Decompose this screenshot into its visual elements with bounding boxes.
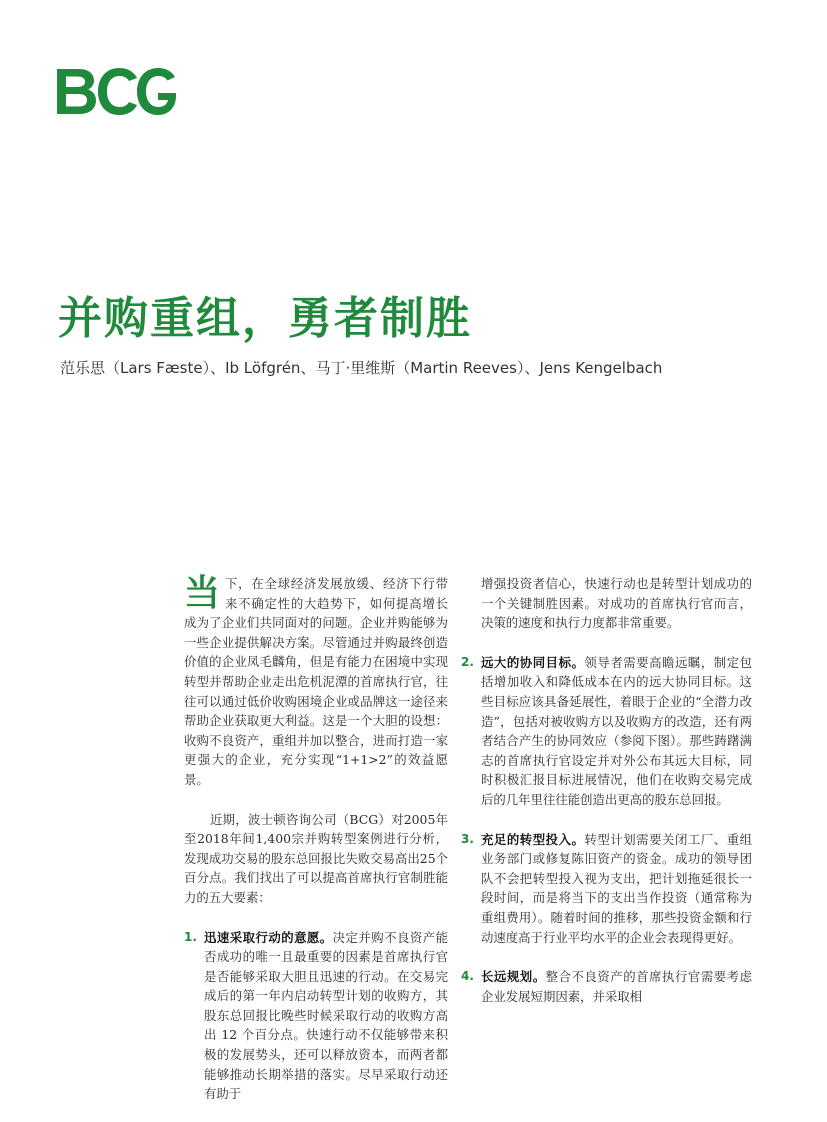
item-title: 充足的转型投入。 [481,831,585,847]
item-title: 远大的协同目标。 [481,654,585,670]
list-number: 2. [461,654,474,669]
list-item [184,928,448,1104]
item-text: 决定并购不良资产能否成功的唯一且最重要的因素是首席执行官是否能够采取大胆且迅速的行动。在交易完成后的第一年内启动转型计划的收购方，其股东总回报比晚些时候采取行动的收购方高出 12 个百分点。快速行动不仅能够带来积极的发展势头，还可以释放资本，而两者都能够推动长期举措的落实。尽早采取行动还有助于 [204,929,448,1102]
item-text: 整合不良资产的首席执行官需要考虑企业发展短期因素，并采取相 [481,969,753,1004]
study-paragraph: 近期，波士顿咨询公司（BCG）对2005年至2018年间1,400宗并购转型案例进行分析，发现成功交易的股东总回报比失败交易高出25个百分点。我们找出了可以提高首席执行官制胜能力的五大要素： [184,811,448,905]
item-title: 迅速采取行动的意愿。 [204,929,333,945]
drop-cap: 当 [184,572,221,614]
authors-line: 范乐思（Lars Fæste）、Ib Löfgrén、马丁·里维斯（Martin Reeves）、Jens Kengelbach [60,359,663,377]
intro-paragraph [184,574,448,790]
page-title: 并购重组，勇者制胜 [58,293,472,344]
list-number: 3. [461,831,474,846]
list-number: 1. [184,929,197,944]
right-column [461,574,752,1006]
intro-text: 下，在全球经济发展放缓、经济下行带来不确定性的大趋势下，如何提高增长成为了企业们共同面对的问题。企业并购能够为一些企业提供解决方案。尽管通过并购最终创造价值的企业凤毛麟角，但是有能力在困境中实现转型并帮助企业走出危机泥潭的首席执行官，往往可以通过低价收购困境企业或品牌这一途径来帮助企业获取更大利益。这是一个大胆的设想：收购不良资产，重组并加以整合，进而打造一家更强大的企业，充分实现“1+1>2”的效益愿景。 [184,576,448,787]
item-text: 领导者需要高瞻远瞩，制定包括增加收入和降低成本在内的远大协同目标。这些目标应该具备延展性，着眼于企业的“全潜力改造”，包括对被收购方以及收购方的改造，还有两者结合产生的协同效应（参阅下图）。那些踌躇满志的首席执行官设定并对外公布其远大目标，同时积极汇报目标进展情况，他们在收购交易完成后的几年里往往能创造出更高的股东总回报。 [481,654,753,807]
list-item [461,830,752,948]
list-item [461,967,752,1006]
left-column [184,574,448,1104]
item-title: 长远规划。 [481,969,546,985]
list-number: 4. [461,969,474,984]
list-item [461,653,752,810]
item-text: 转型计划需要关闭工厂、重组业务部门或修复陈旧资产的资金。成功的领导团队不会把转型投入视为支出，把计划拖延很长一段时间，而是将当下的支出当作投资（通常称为重组费用）。随着时间的推移，那些投资金额和行动速度高于行业平均水平的企业会表现得更好。 [481,831,753,945]
item-continued-text: 增强投资者信心，快速行动也是转型计划成功的一个关键制胜因素。对成功的首席执行官而言，决策的速度和执行力度都非常重要。 [481,576,752,631]
bcg-logo [57,68,176,115]
